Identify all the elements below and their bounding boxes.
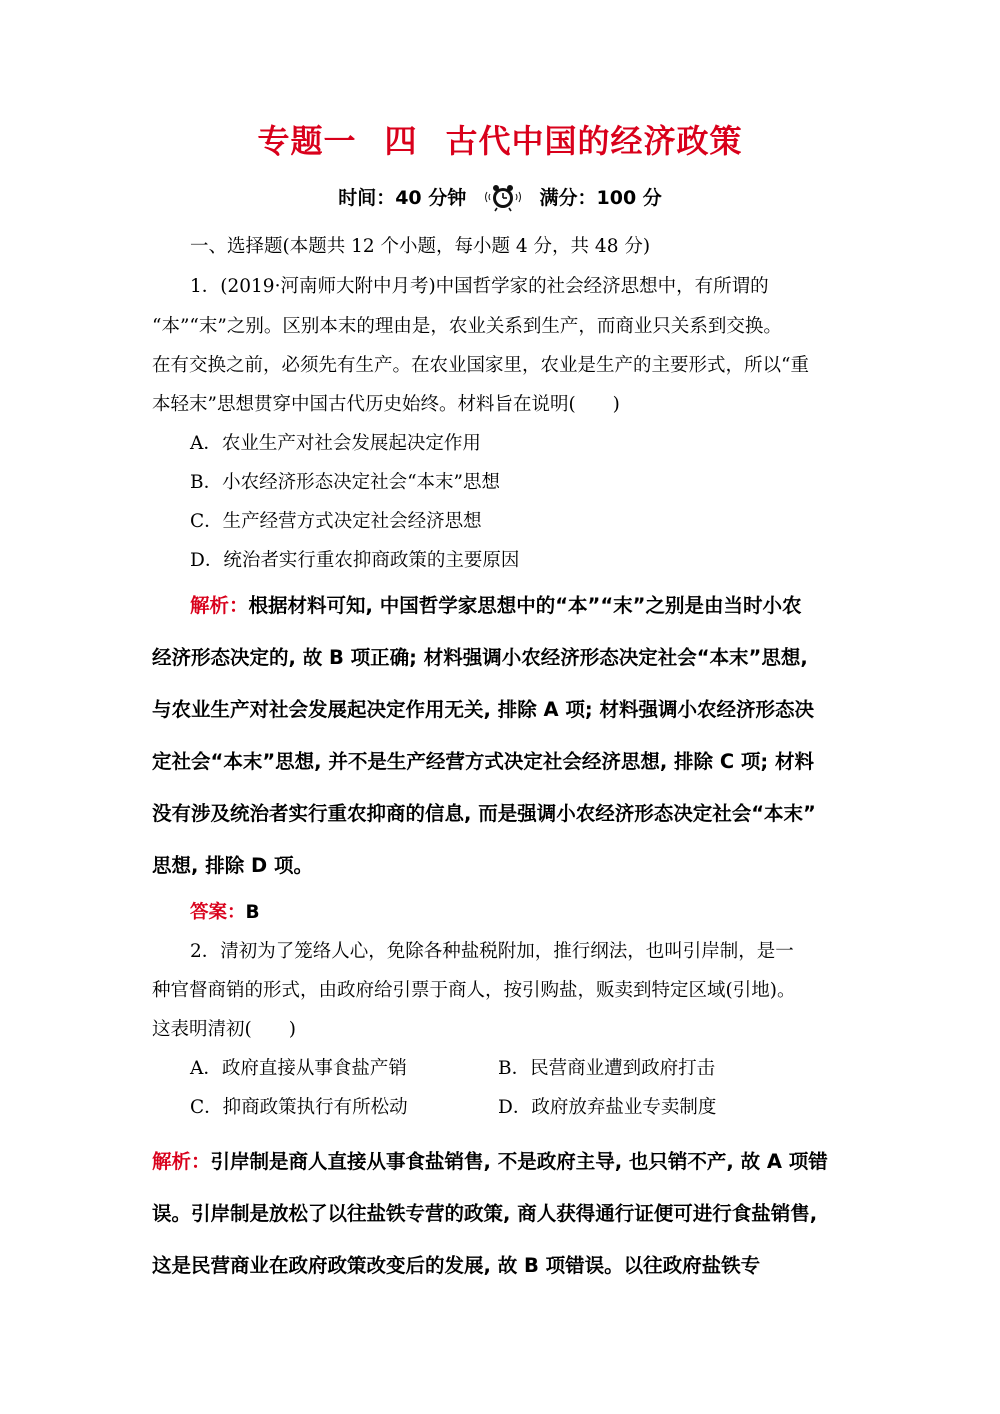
exam-meta xyxy=(0,182,1000,212)
q2-option-a: A．政府直接从事食盐产销 xyxy=(190,1058,407,1079)
q1-stem-line: “本”“末”之别。区别本末的理由是，农业关系到生产，而商业只关系到交换。 xyxy=(152,316,782,337)
q1-analysis-line xyxy=(190,590,801,618)
q2-option-b: B．民营商业遭到政府打击 xyxy=(498,1058,716,1079)
q1-option-c: C．生产经营方式决定社会经济思想 xyxy=(190,511,482,532)
q2-analysis-text: 引岸制是商人直接从事食盐销售, 不是政府主导, 也只销不产, 故 A 项错 xyxy=(210,1150,828,1173)
q1-analysis-line: 与农业生产对社会发展起决定作用无关, 排除 A 项; 材料强调小农经济形态决 xyxy=(152,698,814,721)
q1-option-d: D．统治者实行重农抑商政策的主要原因 xyxy=(190,550,520,571)
q1-analysis-text: 根据材料可知, 中国哲学家思想中的“本”“末”之别是由当时小农 xyxy=(248,594,802,617)
q1-analysis-line: 定社会“本末”思想, 并不是生产经营方式决定社会经济思想, 排除 C 项; 材料 xyxy=(152,750,815,773)
q1-stem-line: 在有交换之前，必须先有生产。在农业国家里，农业是生产的主要形式，所以“重 xyxy=(152,355,809,376)
q1-option-b: B．小农经济形态决定社会“本末”思想 xyxy=(190,472,501,493)
q1-answer-value: B xyxy=(245,902,260,923)
title-topic: 专题一 xyxy=(257,122,357,160)
q2-option-c: C．抑商政策执行有所松动 xyxy=(190,1097,408,1118)
time-limit: 时间：40 分钟 xyxy=(338,187,467,209)
q1-answer xyxy=(190,898,260,924)
q2-analysis-line: 这是民营商业在政府政策改变后的发展, 故 B 项错误。以往政府盐铁专 xyxy=(152,1254,761,1277)
full-score: 满分：100 分 xyxy=(539,187,662,209)
q1-analysis-line: 思想, 排除 D 项。 xyxy=(152,854,313,877)
title-number: 四 xyxy=(384,122,418,160)
q1-option-a: A．农业生产对社会发展起决定作用 xyxy=(190,433,481,454)
q2-stem-line: 2．清初为了笼络人心，免除各种盐税附加，推行纲法，也叫引岸制，是一 xyxy=(190,941,794,962)
q2-stem-line: 种官督商销的形式，由政府给引票于商人，按引购盐，贩卖到特定区域(引地)。 xyxy=(152,980,796,1001)
q1-stem-line: 本轻末”思想贯穿中国古代历史始终。材料旨在说明( ) xyxy=(152,394,620,415)
q1-answer-label: 答案： xyxy=(190,902,246,923)
q2-analysis-line: 误。引岸制是放松了以往盐铁专营的政策, 商人获得通行证便可进行食盐销售, xyxy=(152,1202,818,1225)
q2-analysis-line xyxy=(152,1146,828,1174)
q2-stem-line: 这表明清初( ) xyxy=(152,1019,296,1040)
q1-stem-line: 1．(2019·河南师大附中月考)中国哲学家的社会经济思想中，有所谓的 xyxy=(190,276,769,297)
q1-analysis-label: 解析： xyxy=(190,594,249,617)
alarm-clock-icon xyxy=(481,182,525,212)
q2-analysis-label: 解析： xyxy=(152,1150,211,1173)
q1-analysis-line: 没有涉及统治者实行重农抑商的信息, 而是强调小农经济形态决定社会“本末” xyxy=(152,802,816,825)
q2-option-d: D．政府放弃盐业专卖制度 xyxy=(498,1097,717,1118)
section-heading: 一、选择题(本题共 12 个小题，每小题 4 分，共 48 分) xyxy=(190,236,651,257)
q1-analysis-line: 经济形态决定的, 故 B 项正确; 材料强调小农经济形态决定社会“本末”思想, xyxy=(152,646,808,669)
page-title xyxy=(0,116,1000,162)
title-text: 古代中国的经济政策 xyxy=(445,122,743,160)
